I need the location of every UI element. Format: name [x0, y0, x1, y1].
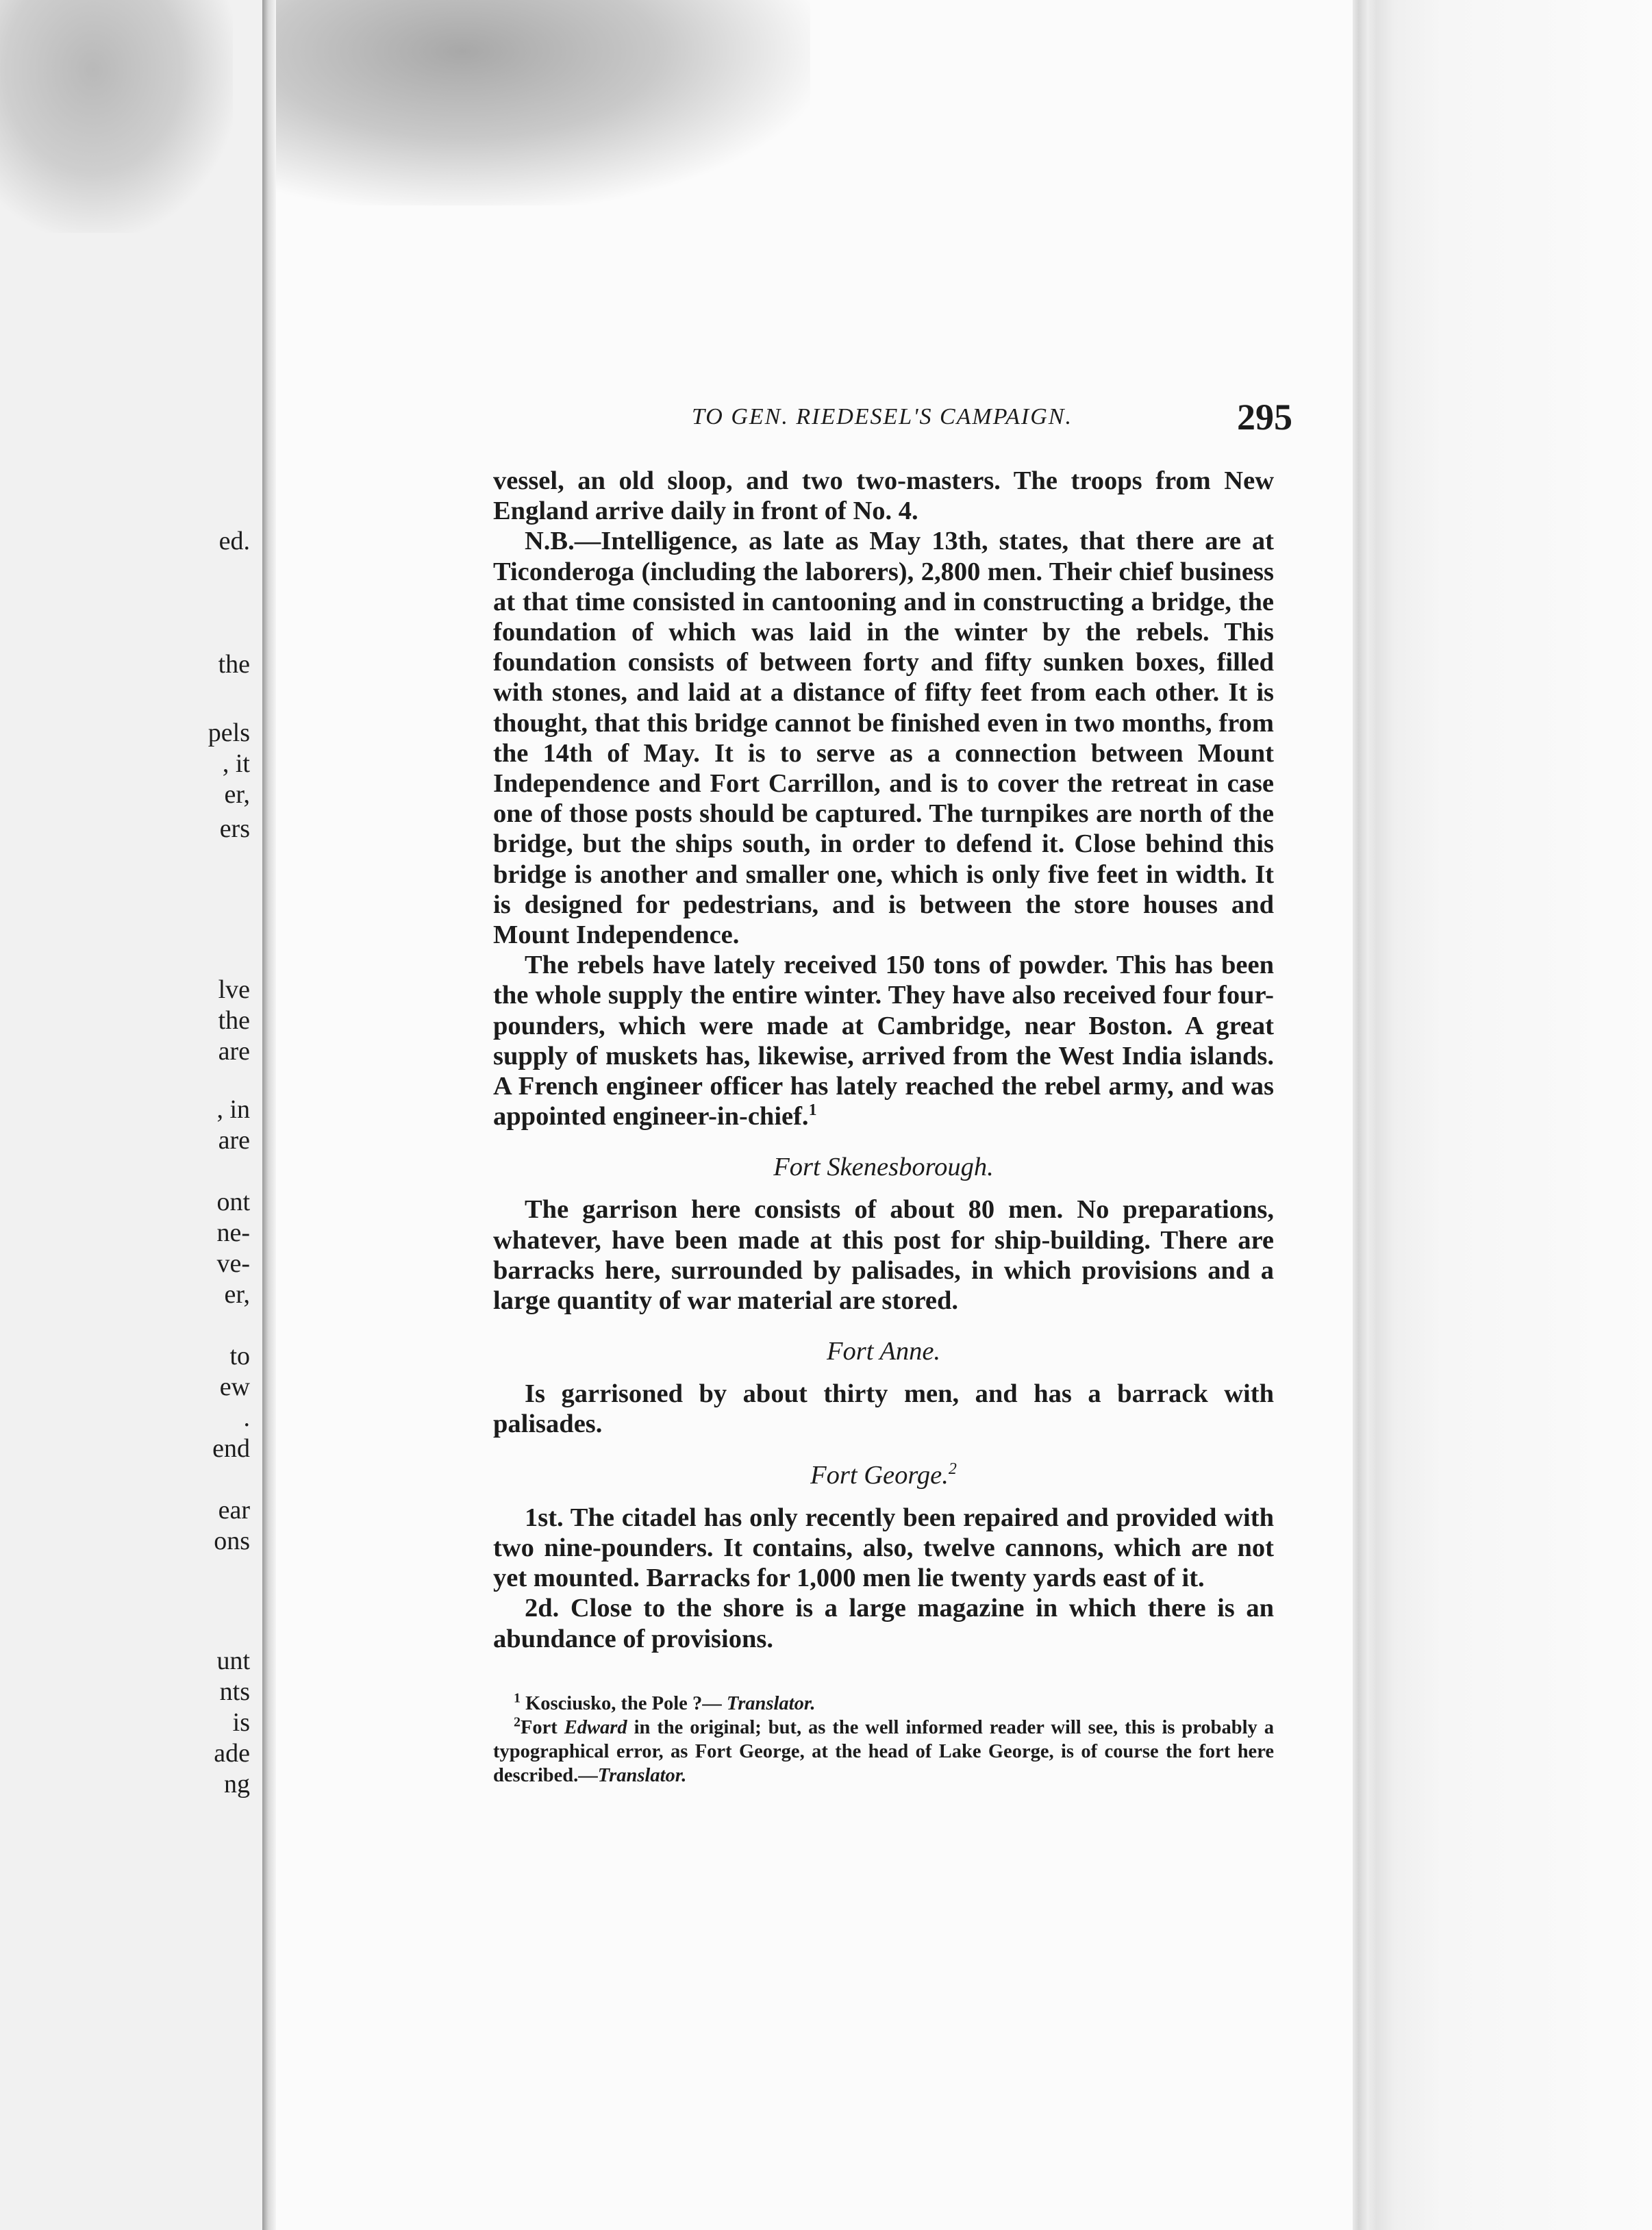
heading-text: Fort George.: [810, 1460, 949, 1490]
left-page-fragment: ons: [214, 1527, 250, 1555]
footnote-text: Fort: [521, 1717, 564, 1738]
footnote: [493, 1692, 1274, 1716]
footnote-attribution: Translator.: [597, 1765, 687, 1786]
section-heading: Fort Skenesborough.: [773, 1153, 994, 1182]
main-text: [493, 466, 1274, 1654]
footnotes: [493, 1692, 1274, 1788]
left-page-fragment: ont: [216, 1188, 250, 1216]
left-page-fragment: ade: [214, 1739, 250, 1768]
left-page-fragment: , in: [216, 1095, 250, 1124]
left-page-fragment: .: [243, 1403, 250, 1432]
left-page-fragment: ear: [218, 1496, 250, 1525]
left-page-fragment: ve-: [216, 1249, 250, 1278]
left-page-fragment: to: [229, 1342, 250, 1370]
footnote-reference: 2: [948, 1459, 957, 1478]
left-page-fragment: ed.: [218, 527, 250, 555]
left-page-fragment: end: [212, 1434, 250, 1463]
footnote-text: Kosciusko, the Pole ?—: [525, 1693, 727, 1714]
page-number: 295: [1237, 397, 1292, 438]
left-page-fragment: nts: [219, 1677, 250, 1706]
left-page-fragment: ers: [219, 814, 250, 843]
paragraph: 1st. The citadel has only recently been repaired and provided with two nine-pounders. It contains, also, twelve cannons, which are not yet mounted. Barracks for 1,000 men lie twenty yards east of it.: [493, 1503, 1274, 1593]
left-page-fragment: unt: [216, 1646, 250, 1675]
paragraph: [493, 950, 1274, 1131]
paragraph: 2d. Close to the shore is a large magazine in which there is an abundance of provisions.: [493, 1594, 1274, 1653]
left-page-fragment: ng: [224, 1770, 250, 1799]
left-page-fragment: ne-: [216, 1218, 250, 1247]
left-page-fragment: ew: [219, 1373, 250, 1401]
left-page-fragment: is: [232, 1708, 250, 1737]
book-gutter: [262, 0, 276, 2230]
footnote: [493, 1716, 1274, 1788]
left-page-fragment: pels: [208, 718, 250, 747]
paragraph: N.B.—Intelligence, as late as May 13th, states, that there are at Ticonderoga (including the laborers), 2,800 men. Their chief business at that time consisted in cantooning and in constructing a bridge, the foundation of which was laid in the winter by the rebels. This foundation consists of between forty and fifty sunken boxes, filled with stones, and laid at a distance of fifty feet from each other. It is thought, that this bridge cannot be finished even in two months, from the 14th of May. It is to serve as a connection between Mount Independence and Fort Carrillon, and is to cover the retreat in case one of those posts should be captured. The turnpikes are north of the bridge, but the ships south, in order to defend it. Close behind this bridge is another and smaller one, which is only five feet in width. It is designed for pedestrians, and is between the store houses and Mount Independence.: [493, 527, 1274, 950]
paragraph: The garrison here consists of about 80 men. No preparations, whatever, have been made at this post for ship-building. There are barracks here, surrounded by palisades, in which provisions and a large quantity of war material are stored.: [493, 1195, 1274, 1316]
footnote-reference: 1: [808, 1101, 817, 1120]
page-edges: [1353, 0, 1652, 2230]
footnote-mark: 1: [514, 1690, 521, 1706]
footnote-attribution: Translator.: [726, 1693, 816, 1714]
left-page-fragment: er,: [224, 1280, 250, 1309]
left-page-fragment: er,: [224, 780, 250, 809]
paragraph: Is garrisoned by about thirty men, and has a barrack with palisades.: [493, 1379, 1274, 1439]
footnote-italic: Edward: [564, 1717, 627, 1738]
section-heading: [493, 1460, 1274, 1490]
running-head: TO GEN. RIEDESEL'S CAMPAIGN.: [692, 404, 1073, 429]
page-stain: [0, 0, 233, 233]
left-page-fragment: are: [218, 1126, 250, 1155]
page-stain: [276, 0, 810, 205]
left-page-fragment: lve: [218, 975, 250, 1004]
left-page-fragment: , it: [222, 749, 250, 778]
left-page-fragment: the: [218, 1006, 250, 1035]
left-page-fragment: the: [218, 650, 250, 679]
left-facing-page: [0, 0, 264, 2230]
paragraph-text: The rebels have lately received 150 tons of powder. This has been the whole supply the entire winter. They have also received four four-pounders, which were made at Cambridge, near Boston. A great supply of muskets has, likewise, arrived from the West India islands. A French engineer officer has lately reached the rebel army, and was appointed engineer-in-chief.: [493, 951, 1274, 1131]
section-heading: Fort Anne.: [826, 1337, 941, 1366]
left-page-fragment: are: [218, 1037, 250, 1066]
footnote-text: in the original; but, as the well informed reader will see, this is probably a typographical error, as Fort George, at the head of Lake George, is of course the fort here described.—: [493, 1717, 1274, 1786]
paragraph: vessel, an old sloop, and two two-masters. The troops from New England arrive daily in front of No. 4.: [493, 466, 1274, 526]
footnote-mark: 2: [514, 1714, 521, 1730]
